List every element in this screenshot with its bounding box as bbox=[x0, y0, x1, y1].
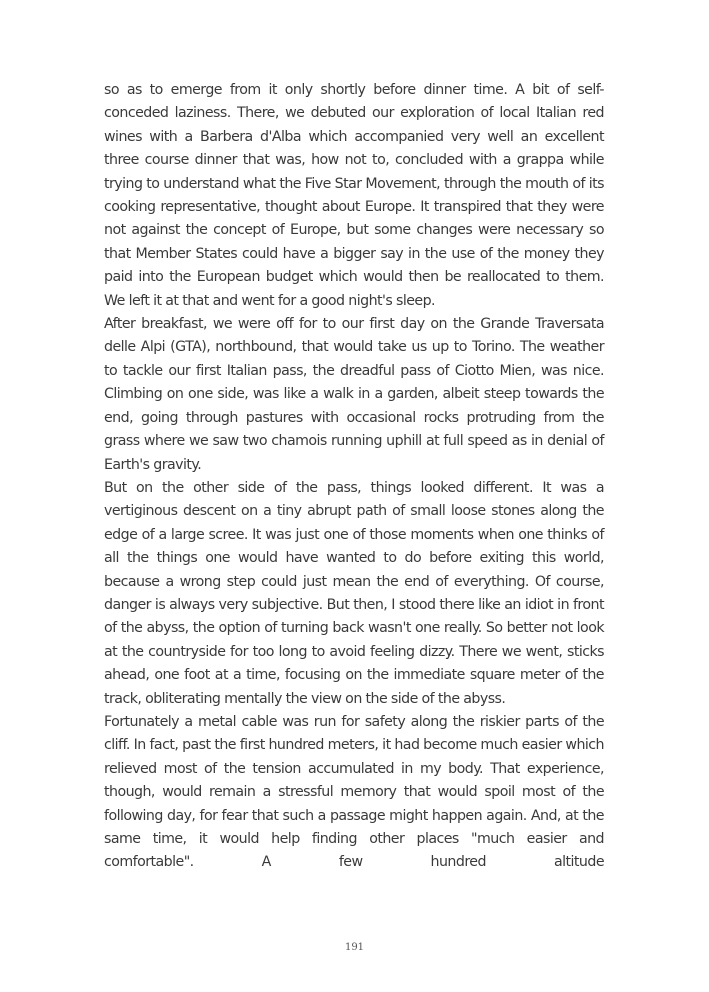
paragraph-metal-cable: Fortunately a metal cable was run for safety along the riskier parts of the cliff. In fact, past the first hundred meters, it had become much easier which relieved most of the tension accumulated in my body. That experience, though, would remain a stressful memory that would spoil most of the following day, for fear that such a passage might happen again. And, at the same time, it would help finding other places "much easier and comfortable". A few hundred altitude bbox=[104, 713, 604, 871]
paragraph-descent: But on the other side of the pass, things looked different. It was a vertiginous descent on a tiny abrupt path of small loose stones along the edge of a large scree. It was just one of those moments when one thinks of all the things one would have wanted to do before exiting this world, because a wrong step could just mean the end of everything. Of course, danger is always very subjective. But then, I stood there like an idiot in front of the abyss, the option of turning back wasn't one really. So better not look at the countryside for too long to avoid feeling dizzy. There we went, sticks ahead, one foot at a time, focusing on the immediate square meter of the track, obliterating mentally the view on the side of the abyss. bbox=[104, 479, 604, 707]
page-number: 191 bbox=[344, 942, 365, 953]
paragraph-breakfast-gta: After breakfast, we were off for to our first day on the Grande Traversata delle Alpi (GTA), northbound, that would take us up to Torino. The weather to tackle our first Italian pass, the dreadful pass of Ciotto Mien, was nice. Climbing on one side, was like a walk in a garden, albeit steep towards the end, going through pastures with occasional rocks protruding from the grass where we saw two chamois running uphill at full speed as in denial of Earth's gravity. bbox=[104, 316, 604, 473]
body-text bbox=[104, 79, 604, 875]
paragraph-dinner: so as to emerge from it only shortly before dinner time. A bit of self-conceded laziness. There, we debuted our exploration of local Italian red wines with a Barbera d'Alba which accompanied very well an excellent three course dinner that was, how not to, concluded with a grappa while trying to understand what the Five Star Movement, through the mouth of its cooking representative, thought about Europe. It transpired that they were not against the concept of Europe, but some changes were necessary so that Member States could have a bigger say in the use of the money they paid into the European budget which would then be reallocated to them. We left it at that and went for a good night's sleep. bbox=[104, 82, 604, 309]
